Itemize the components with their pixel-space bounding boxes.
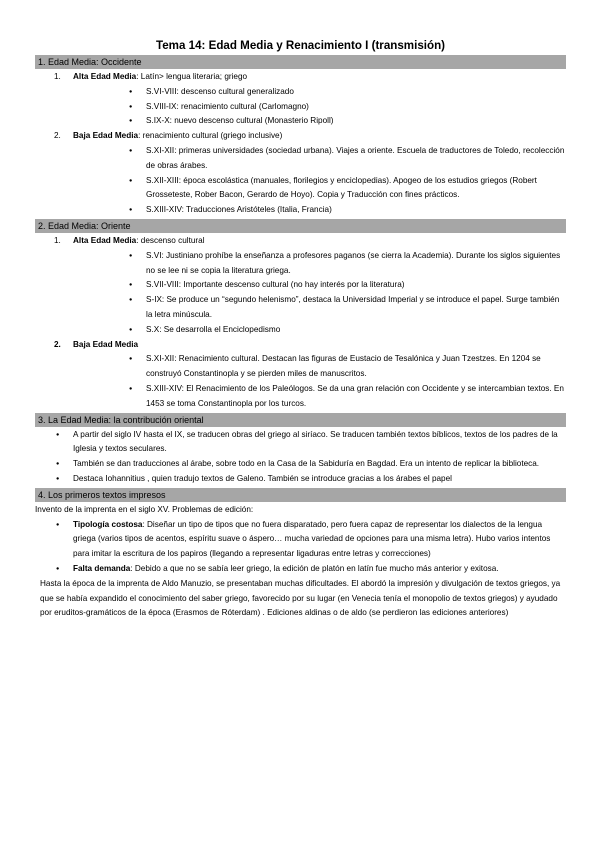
item-label: Baja Edad Media	[73, 339, 139, 349]
section-heading-contribucion: 3. La Edad Media: la contribución oriental	[35, 413, 566, 427]
list-item	[35, 234, 566, 338]
section-heading-imprenta: 4. Los primeros textos impresos	[35, 488, 566, 502]
bullet-label: Tipología costosa	[73, 519, 143, 529]
bullet-item: ● A partir del siglo IV hasta el IX, se traducen obras del griego al siríaco. Se traducen también textos bíblicos, textos de los padres de la Iglesia y textos seculares.	[35, 428, 566, 458]
bullet-item: ● S.XIII-XIV: Traducciones Aristóteles (Italia, Francia)	[73, 203, 566, 218]
item-label: Baja Edad Media	[73, 131, 139, 141]
bullet-item: ● S.VIII-IX: renacimiento cultural (Carlomagno)	[73, 100, 566, 115]
bullet-item	[35, 518, 566, 562]
item-text: : Latín> lengua literaria; griego	[136, 72, 248, 81]
sublist	[73, 144, 566, 218]
oriente-list	[35, 234, 566, 412]
bullet-item: ● S.VI: Justiniano prohíbe la enseñanza a profesores paganos (se cierra la Academia). Durante los siglos siguientes no se lee ni se copia la literatura griega.	[73, 249, 566, 279]
contribucion-list	[35, 428, 566, 487]
bullet-item: ● S.VI-VIII: descenso cultural generalizado	[73, 85, 566, 100]
item-text: : descenso cultural	[136, 235, 205, 245]
bullet-item: ● S.IX-X: nuevo descenso cultural (Monasterio Ripoll)	[73, 114, 566, 129]
bullet-item: ● S.XI-XII: Renacimiento cultural. Destacan las figuras de Eustacio de Tesalónica y Juan Tzestzes. En 1204 se construyó Constantinopla y se pierden miles de manuscritos.	[73, 352, 566, 382]
item-number: 2.	[54, 339, 61, 349]
closing-paragraph: Hasta la época de la imprenta de Aldo Manuzio, se presentaban muchas dificultades. El abordó la impresión y divulgación de textos griegos, ya que se había expandido el conocimiento del saber griego, favorecido por su lugar (en Venecia tenía el monopolio de textos griegos) y ayudado por eruditos-gramáticos de la época (Erasmos de Róterdam) . Ediciones aldinas o de aldo (se perdieron las ediciones anteriores)	[40, 578, 561, 618]
sublist	[73, 85, 566, 129]
section-heading-occidente: 1. Edad Media: Occidente	[35, 55, 566, 69]
item-text: : renacimiento cultural (griego inclusive)	[138, 131, 283, 141]
bullet-item: ● S.VII-VIII: Importante descenso cultural (no hay interés por la literatura)	[73, 278, 566, 293]
list-item	[35, 70, 566, 129]
item-number: 2.	[54, 131, 61, 141]
list-item	[35, 338, 566, 412]
item-label: Alta Edad Media	[73, 72, 137, 81]
section-intro: Invento de la imprenta en el siglo XV. Problemas de edición:	[35, 504, 254, 514]
document-title: Tema 14: Edad Media y Renacimiento I (transmisión)	[155, 39, 446, 52]
bullet-item: ● S.XII-XIII: época escolástica (manuales, florilegios y enciclopedias). Apogeo de los estudios griegos (Robert Grosseteste, Rober Bacon, Gerardo de Hoyo). Copia y Traducción con fines prácticos.	[73, 174, 566, 204]
sublist	[73, 249, 566, 338]
bullet-item: ● S.XIII-XIV: El Renacimiento de los Paleólogos. Se da una gran relación con Occidente y se intercambian textos. En 1453 se toma Constantinopla por los turcos.	[73, 382, 566, 412]
bullet-item: ● S-IX: Se produce un “segundo helenismo”, destaca la Universidad Imperial y se introduce el papel. Surge también la letra minúscula.	[73, 293, 566, 323]
section-heading-oriente: 2. Edad Media: Oriente	[35, 219, 566, 233]
occidente-list	[35, 70, 566, 218]
bullet-item: ● Destaca Iohannitius , quien tradujo textos de Galeno. También se introduce gracias a los árabes el papel	[35, 472, 566, 487]
item-label: Alta Edad Media	[73, 235, 137, 245]
bullet-item: ● S.X: Se desarrolla el Enciclopedismo	[73, 323, 566, 338]
bullet-text: : Diseñar un tipo de tipos que no fuera disparatado, pero fuera capaz de representar los dialectos de la lengua griega (varios tipos de acentos, espíritu suave o áspero… mucha variedad de opciones para una misma letra). Hubo varios intentos para imitar la escritura de los papiros (llegando a representar ligaduras entre letras y correcciones)	[73, 519, 551, 559]
bullet-text: : Debido a que no se sabía leer griego, la edición de platón en latín fue mucho más anterior y exitosa.	[130, 563, 499, 573]
problemas-list	[35, 518, 566, 577]
item-number: 1.	[54, 235, 61, 245]
bullet-item: ● S.XI-XII: primeras universidades (sociedad urbana). Viajes a oriente. Escuela de traductores de Toledo, recolección de obras árabes.	[73, 144, 566, 174]
bullet-item	[35, 562, 566, 577]
list-item	[35, 129, 566, 218]
bullet-label: Falta demanda	[73, 563, 131, 573]
item-number: 1.	[54, 72, 61, 81]
bullet-item: ● También se dan traducciones al árabe, sobre todo en la Casa de la Sabiduría en Bagdad. Era un intento de replicar la biblioteca.	[35, 457, 566, 472]
sublist	[73, 352, 566, 411]
